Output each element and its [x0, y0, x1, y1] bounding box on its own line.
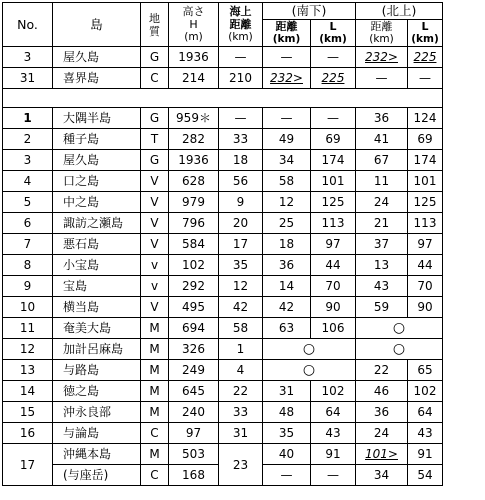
cell-geo: v	[141, 255, 169, 276]
table-row	[3, 381, 443, 402]
cell-h: 102	[169, 255, 219, 276]
cell-island: 横当島	[53, 297, 141, 318]
cell-n-l: 174	[408, 150, 443, 171]
cell-island: 小宝島	[53, 255, 141, 276]
cell-n-dist: 43	[356, 276, 408, 297]
cell-island: 徳之島	[53, 381, 141, 402]
cell-s-dist: 31	[263, 381, 311, 402]
cell-island: 屋久島	[53, 150, 141, 171]
cell-geo: V	[141, 234, 169, 255]
cell-geo: V	[141, 297, 169, 318]
cell-geo: M	[141, 360, 169, 381]
cell-s-l: —	[311, 108, 356, 129]
cell-no: 8	[3, 255, 53, 276]
table-row	[3, 234, 443, 255]
cell-n-dist: 24	[356, 192, 408, 213]
table-row	[3, 318, 443, 339]
cell-n-l: 102	[408, 381, 443, 402]
cell-n-dist: 41	[356, 129, 408, 150]
cell-no: 9	[3, 276, 53, 297]
cell-n-dist: 24	[356, 423, 408, 444]
cell-s-dist: 42	[263, 297, 311, 318]
top-rows	[3, 47, 443, 108]
cell-island: 悪石島	[53, 234, 141, 255]
cell-n-dist: 11	[356, 171, 408, 192]
cell-sea: 12	[219, 276, 263, 297]
table-row: 17 沖縄本島 M 503 23 40 91 101> 91	[3, 444, 443, 465]
cell-n-l: 90	[408, 297, 443, 318]
cell-s-l: 106	[311, 318, 356, 339]
cell-h: 584	[169, 234, 219, 255]
island-table-container	[2, 2, 443, 486]
cell-s-dist: 63	[263, 318, 311, 339]
cell-h: 326	[169, 339, 219, 360]
cell-n-dist: 67	[356, 150, 408, 171]
cell-n-l: 124	[408, 108, 443, 129]
cell-sea: 9	[219, 192, 263, 213]
table-row	[3, 108, 443, 129]
cell-sea: 33	[219, 402, 263, 423]
cell-no: 16	[3, 423, 53, 444]
cell-n-dist: 36	[356, 108, 408, 129]
cell-n-dist: 22	[356, 360, 408, 381]
cell-n-dist: 59	[356, 297, 408, 318]
cell-n-dist: 37	[356, 234, 408, 255]
cell-n-dist: 13	[356, 255, 408, 276]
cell-sea: 35	[219, 255, 263, 276]
cell-n-l: 113	[408, 213, 443, 234]
cell-s-dist: 48	[263, 402, 311, 423]
cell-geo: M	[141, 339, 169, 360]
header-north-distance: 距離 (km)	[356, 20, 408, 47]
cell-s-l: 70	[311, 276, 356, 297]
cell-s-dist: 34	[263, 150, 311, 171]
cell-no: 5	[3, 192, 53, 213]
cell-no: 14	[3, 381, 53, 402]
cell-island: 種子島	[53, 129, 141, 150]
cell-island: 与路島	[53, 360, 141, 381]
cell-no: 3	[3, 150, 53, 171]
cell-n-l: 43	[408, 423, 443, 444]
cell-island: 加計呂麻島	[53, 339, 141, 360]
cell-s-l: 69	[311, 129, 356, 150]
cell-island: 中之島	[53, 192, 141, 213]
cell-island: 奄美大島	[53, 318, 141, 339]
cell-s-l: 102	[311, 381, 356, 402]
cell-s-dist: 36	[263, 255, 311, 276]
table-row	[3, 423, 443, 444]
cell-no: 1	[3, 108, 53, 129]
table-row: (与座岳) C 168 — — 34 54	[3, 465, 443, 486]
cell-geo: M	[141, 402, 169, 423]
header-geology: 地 質	[141, 3, 169, 47]
header-south: (南下)	[263, 3, 356, 20]
table-row: 3 屋久島 G 1936 — — — 232> 225	[3, 47, 443, 68]
cell-h: 282	[169, 129, 219, 150]
cell-s-dist: 25	[263, 213, 311, 234]
cell-h: 249	[169, 360, 219, 381]
cell-island: 与論島	[53, 423, 141, 444]
cell-south-circle: ○	[263, 360, 356, 381]
cell-no: 4	[3, 171, 53, 192]
cell-h: 97	[169, 423, 219, 444]
cell-no: 7	[3, 234, 53, 255]
header-north: (北上)	[356, 3, 443, 20]
cell-s-l: 101	[311, 171, 356, 192]
cell-geo: G	[141, 150, 169, 171]
cell-h: 1936	[169, 150, 219, 171]
cell-n-l: 97	[408, 234, 443, 255]
cell-h: 628	[169, 171, 219, 192]
cell-sea: 33	[219, 129, 263, 150]
cell-geo: T	[141, 129, 169, 150]
cell-s-l: 97	[311, 234, 356, 255]
spacer-row	[3, 89, 443, 108]
cell-s-l: 90	[311, 297, 356, 318]
cell-no: 2	[3, 129, 53, 150]
cell-s-l: 44	[311, 255, 356, 276]
cell-n-l: 125	[408, 192, 443, 213]
cell-s-l: 113	[311, 213, 356, 234]
cell-no: 11	[3, 318, 53, 339]
cell-s-l: 125	[311, 192, 356, 213]
table-row	[3, 129, 443, 150]
cell-s-dist: 18	[263, 234, 311, 255]
cell-n-l: 101	[408, 171, 443, 192]
header-no: No.	[3, 3, 53, 47]
header-sea-distance: 海上 距離 (km)	[219, 3, 263, 47]
cell-h: 292	[169, 276, 219, 297]
cell-geo: M	[141, 318, 169, 339]
cell-sea: —	[219, 108, 263, 129]
cell-h: 495	[169, 297, 219, 318]
cell-s-l: 43	[311, 423, 356, 444]
cell-island: 宝島	[53, 276, 141, 297]
cell-no: 15	[3, 402, 53, 423]
cell-sea: 42	[219, 297, 263, 318]
cell-s-dist: 14	[263, 276, 311, 297]
cell-s-dist: 49	[263, 129, 311, 150]
row-17-group	[3, 444, 443, 486]
table-row	[3, 276, 443, 297]
header-south-l: L (km)	[311, 20, 356, 47]
cell-island: 沖永良部	[53, 402, 141, 423]
cell-no: 13	[3, 360, 53, 381]
cell-sea: 17	[219, 234, 263, 255]
cell-n-l: 69	[408, 129, 443, 150]
table-row	[3, 171, 443, 192]
cell-no: 10	[3, 297, 53, 318]
cell-sea: 4	[219, 360, 263, 381]
cell-island: 諏訪之瀬島	[53, 213, 141, 234]
cell-island: 大隅半島	[53, 108, 141, 129]
cell-s-l: 174	[311, 150, 356, 171]
cell-sea: 20	[219, 213, 263, 234]
cell-h: 979	[169, 192, 219, 213]
cell-n-l: 64	[408, 402, 443, 423]
cell-geo: C	[141, 423, 169, 444]
cell-no: 12	[3, 339, 53, 360]
cell-n-l: 70	[408, 276, 443, 297]
cell-s-dist: —	[263, 108, 311, 129]
cell-n-l: 44	[408, 255, 443, 276]
table-row	[3, 192, 443, 213]
cell-n-l: 65	[408, 360, 443, 381]
cell-no: 6	[3, 213, 53, 234]
table-row	[3, 213, 443, 234]
cell-sea: 22	[219, 381, 263, 402]
cell-h: 959＊	[169, 108, 219, 129]
table-row	[3, 297, 443, 318]
cell-sea: 1	[219, 339, 263, 360]
table-row	[3, 402, 443, 423]
header-island: 島	[53, 3, 141, 47]
cell-sea: 31	[219, 423, 263, 444]
table-row	[3, 360, 443, 381]
cell-s-l: 64	[311, 402, 356, 423]
cell-h: 694	[169, 318, 219, 339]
cell-north-circle: ○	[356, 318, 443, 339]
table-row	[3, 339, 443, 360]
table-row: 31 喜界島 C 214 210 232> 225 — —	[3, 68, 443, 89]
table-row	[3, 255, 443, 276]
cell-geo: V	[141, 192, 169, 213]
cell-north-circle: ○	[356, 339, 443, 360]
cell-s-dist: 12	[263, 192, 311, 213]
cell-sea: 18	[219, 150, 263, 171]
cell-south-circle: ○	[263, 339, 356, 360]
table-header	[3, 3, 443, 47]
table-row	[3, 150, 443, 171]
cell-h: 240	[169, 402, 219, 423]
cell-island: 口之島	[53, 171, 141, 192]
cell-n-dist: 46	[356, 381, 408, 402]
cell-sea: 58	[219, 318, 263, 339]
cell-s-dist: 58	[263, 171, 311, 192]
cell-geo: V	[141, 171, 169, 192]
cell-h: 645	[169, 381, 219, 402]
cell-h: 796	[169, 213, 219, 234]
cell-geo: V	[141, 213, 169, 234]
main-rows	[3, 108, 443, 444]
cell-geo: v	[141, 276, 169, 297]
cell-n-dist: 36	[356, 402, 408, 423]
header-south-distance: 距離 (km)	[263, 20, 311, 47]
cell-geo: G	[141, 108, 169, 129]
cell-sea: 56	[219, 171, 263, 192]
header-north-l: L (km)	[408, 20, 443, 47]
cell-geo: M	[141, 381, 169, 402]
header-height: 高さ H (m)	[169, 3, 219, 47]
cell-n-dist: 21	[356, 213, 408, 234]
cell-s-dist: 35	[263, 423, 311, 444]
island-data-table	[2, 2, 443, 486]
